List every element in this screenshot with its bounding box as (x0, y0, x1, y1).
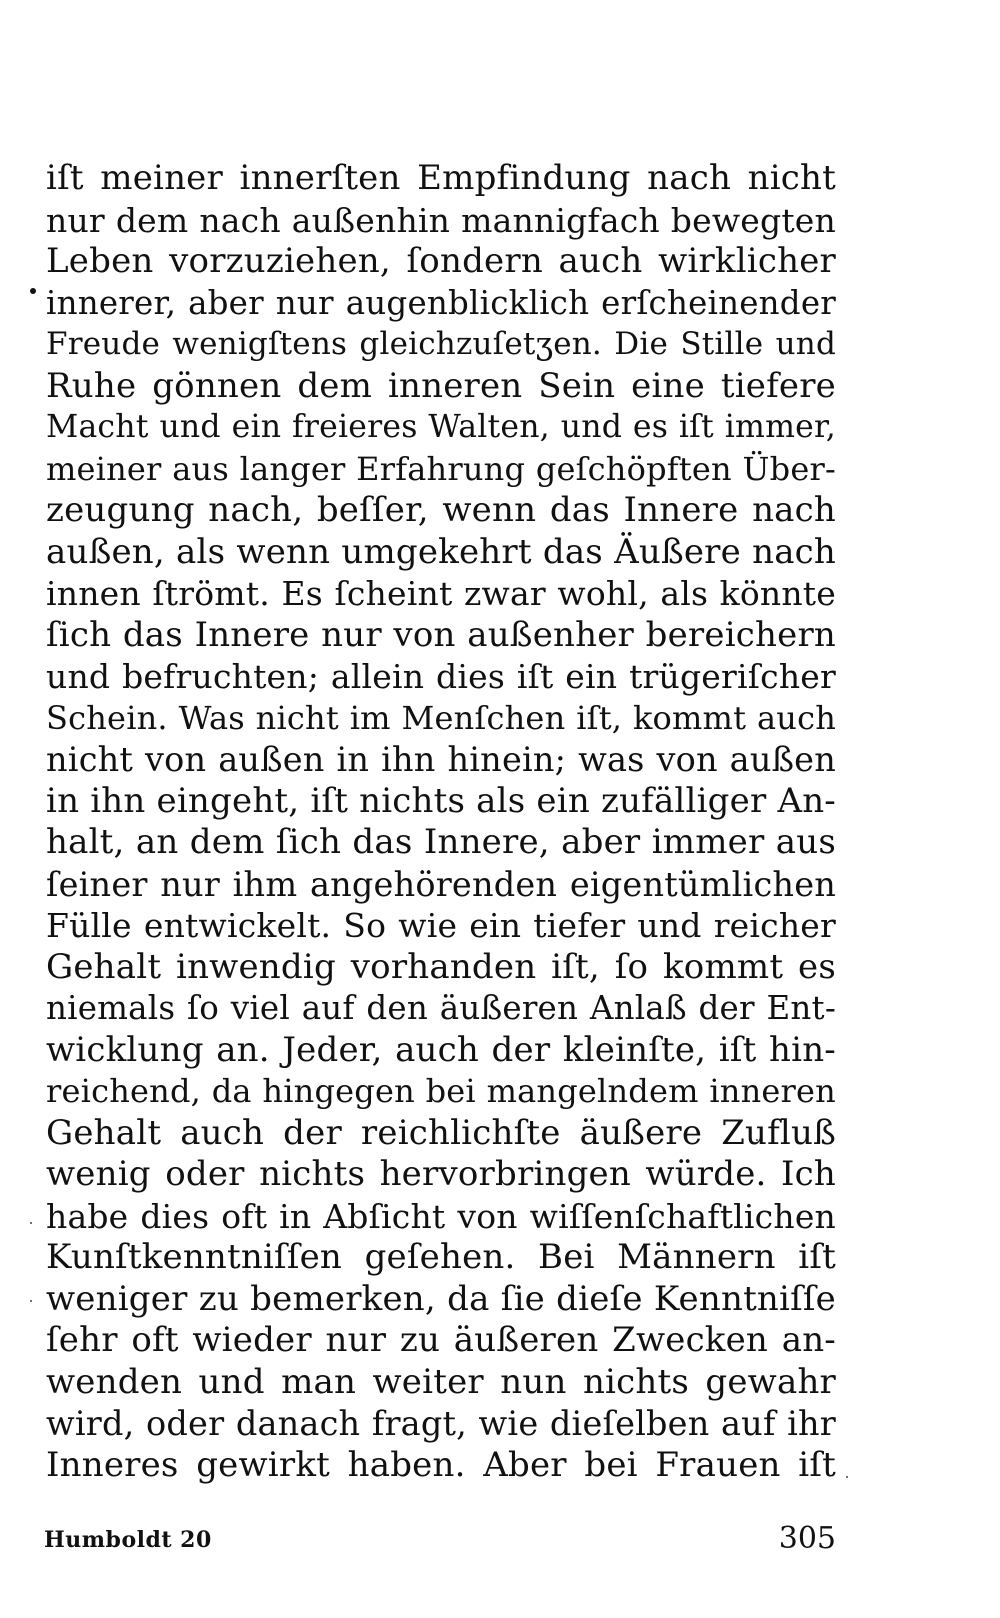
text-line: wenden und man weiter nun nichts gewahr (46, 1361, 836, 1402)
text-line: Kunſtkenntniſſen geſehen. Bei Männern iſt (46, 1237, 836, 1277)
text-line: in ihn eingeht, iſt nichts als ein zufälliger An- (46, 780, 836, 821)
text-line: Macht und ein freieres Walten, und es iſt immer, (46, 409, 836, 445)
page-speck (846, 1476, 848, 1478)
text-line: iſt meiner innerſten Empfindung nach nicht (46, 158, 836, 198)
text-line: Freude wenigſtens gleichzuſetʒen. Die Stille und (46, 326, 836, 362)
text-line: weniger zu bemerken, da ſie dieſe Kenntniſſe (46, 1278, 836, 1319)
text-line: meiner aus langer Erfahrung geſchöpften Über- (46, 449, 836, 488)
text-line: niemals ſo viel auf den äußeren Anlaß der Ent- (46, 989, 836, 1027)
text-line: und befruchten; allein dies iſt ein trügeriſcher (46, 657, 836, 696)
page-speck (30, 1300, 32, 1302)
text-line: Leben vorzuziehen, ſondern auch wirklicher (46, 241, 836, 281)
margin-dot-mark (30, 288, 36, 294)
text-line: nur dem nach außenhin mannigfach bewegten (46, 200, 836, 240)
body-text (46, 158, 836, 1486)
text-line: ſich das Innere nur von außenher bereichern (46, 614, 836, 655)
text-line: Gehalt inwendig vorhanden iſt, ſo kommt es (46, 946, 836, 987)
text-line: Fülle entwickelt. So wie ein tiefer und reicher (46, 906, 836, 945)
page-number: 305 (778, 1521, 836, 1556)
page-footer (44, 1521, 836, 1563)
text-line: außen, als wenn umgekehrt das Äußere nach (46, 531, 836, 572)
text-line: habe dies oft in Abſicht von wiſſenſchaftlichen (46, 1196, 836, 1236)
text-line: innen ſtrömt. Es ſcheint zwar wohl, als könnte (46, 574, 836, 613)
text-line: ſeiner nur ihm angehörenden eigentümlichen (46, 864, 836, 904)
text-line: reichend, da hingegen bei mangelndem inneren (46, 1072, 836, 1110)
text-line: innerer, aber nur augenblicklich erſcheinender (46, 283, 836, 322)
text-line: wicklung an. Jeder, auch der kleinſte, iſt hin- (46, 1029, 836, 1070)
signature-mark: Humboldt 20 (44, 1527, 212, 1553)
text-line: Schein. Was nicht im Menſchen iſt, kommt auch (46, 698, 836, 737)
text-line: wird, oder danach fragt, wie dieſelben auf ihr (46, 1404, 836, 1443)
text-line: nicht von außen in ihn hinein; was von außen (46, 740, 836, 779)
text-line: Ruhe gönnen dem inneren Sein eine tiefere (46, 365, 836, 406)
text-line: Inneres gewirkt haben. Aber bei Frauen iſt (46, 1444, 836, 1485)
text-line: zeugung nach, beſſer, wenn das Innere nach (46, 490, 836, 530)
page-speck (30, 1222, 32, 1224)
text-line: Gehalt auch der reichlichſte äußere Zufluß (46, 1112, 836, 1153)
text-line: wenig oder nichts hervorbringen würde. Ich (46, 1154, 836, 1194)
text-line: halt, an dem ſich das Innere, aber immer aus (46, 822, 836, 862)
text-line: ſehr oft wieder nur zu äußeren Zwecken an- (46, 1320, 836, 1360)
